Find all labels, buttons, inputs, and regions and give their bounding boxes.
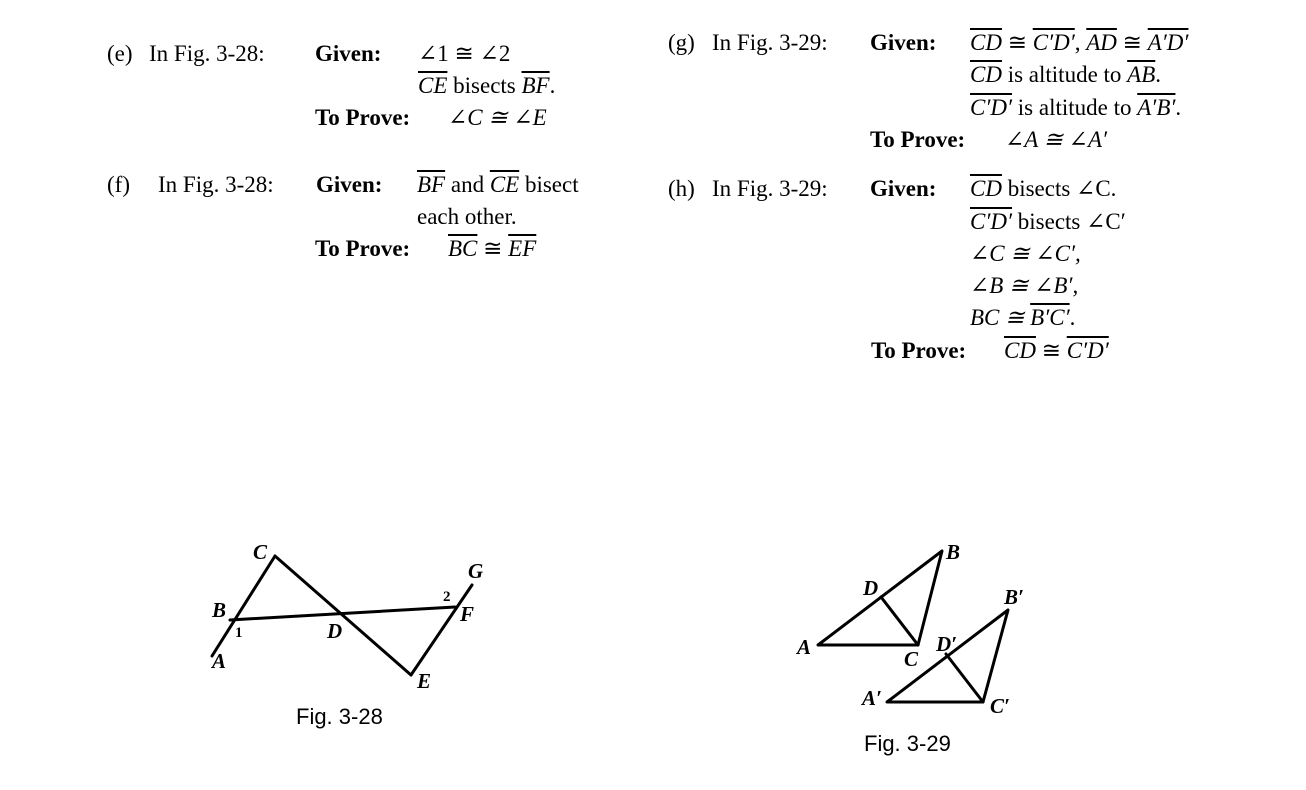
segment-bf: $\overline{BF}$ bbox=[521, 73, 550, 98]
problem-h-given-4: ∠B ≅ ∠B′, bbox=[970, 273, 1079, 298]
segment-c-prime-d-prime: C′D′ bbox=[970, 95, 1013, 120]
fig-3-28-caption: Fig. 3-28 bbox=[296, 704, 383, 729]
problem-e-label: (e) bbox=[107, 41, 133, 66]
problem-e-prove: ∠C ≅ ∠E bbox=[448, 105, 547, 130]
segment-ad: $\overline{AD}$ bbox=[1086, 30, 1117, 55]
segment-ab: $\overline{AB}$ bbox=[1127, 62, 1156, 87]
congruent-sign: ≅ bbox=[1035, 338, 1067, 363]
label-d: D bbox=[863, 576, 879, 600]
label-c: C bbox=[253, 540, 268, 564]
segment-ce: $\overline{CE}$ bbox=[418, 73, 448, 98]
label-f: F bbox=[460, 602, 475, 626]
label-b: B bbox=[946, 540, 961, 564]
period: . bbox=[1175, 95, 1182, 120]
period: . bbox=[1155, 62, 1162, 87]
problem-f-given-2: each other. bbox=[417, 204, 517, 229]
fig-3-28-diagram bbox=[212, 556, 475, 675]
label-c: C bbox=[904, 647, 919, 671]
problem-e-prove-label: To Prove: bbox=[315, 105, 411, 130]
comma: , bbox=[1074, 30, 1087, 55]
segment-b-prime-c-prime: B′C′ bbox=[1030, 305, 1070, 330]
problem-e-ref: In Fig. 3-28: bbox=[149, 41, 265, 66]
problem-g-given-label: Given: bbox=[870, 30, 937, 55]
problem-g-label: (g) bbox=[668, 30, 695, 55]
altitude-c-prime-d-prime bbox=[946, 654, 983, 702]
fig-3-29-labels bbox=[795, 540, 1024, 718]
congruent-sign: ≅ bbox=[477, 236, 509, 261]
label-b-prime: B′ bbox=[1004, 585, 1024, 609]
label-g: G bbox=[468, 559, 484, 583]
text-bisects: bisects bbox=[447, 73, 522, 98]
problem-g-prove: ∠A ≅ ∠A′ bbox=[1005, 127, 1108, 152]
label-angle-1: 1 bbox=[235, 625, 243, 641]
problem-g-ref: In Fig. 3-29: bbox=[712, 30, 828, 55]
problem-h-ref: In Fig. 3-29: bbox=[712, 176, 828, 201]
segment-c-prime-d-prime: C′D′ bbox=[970, 209, 1013, 234]
label-a: A bbox=[797, 635, 812, 659]
problem-h-given-label: Given: bbox=[870, 176, 937, 201]
label-angle-2: 2 bbox=[443, 589, 451, 605]
segment-cd: $\overline{CD}$ bbox=[970, 30, 1002, 55]
problem-h-given-3: ∠C ≅ ∠C′, bbox=[970, 241, 1081, 266]
label-d-prime: D′ bbox=[936, 632, 958, 656]
text-is-altitude: is altitude to bbox=[1012, 95, 1138, 120]
text-and: and bbox=[445, 172, 490, 197]
line-b-f bbox=[230, 607, 455, 620]
segment-cd: $\overline{CD}$ bbox=[970, 62, 1002, 87]
segment-a-prime-b-prime: A′B′ bbox=[1137, 95, 1176, 120]
problem-h-label: (h) bbox=[668, 176, 695, 201]
label-b: B bbox=[212, 598, 227, 622]
fig-3-29-diagram bbox=[818, 551, 1008, 702]
label-d: D bbox=[327, 619, 343, 643]
segment-bf: $\overline{BF}$ bbox=[417, 172, 446, 197]
fig-3-28-labels bbox=[210, 540, 483, 693]
segment-bc: $\overline{BC}$ bbox=[448, 236, 478, 261]
altitude-cd bbox=[881, 597, 918, 645]
segment-c-prime-d-prime: C′D′ bbox=[1032, 30, 1075, 55]
segment-a-prime-d-prime: A′D′ bbox=[1147, 30, 1189, 55]
fig-3-29-caption: Fig. 3-29 bbox=[864, 731, 951, 756]
problem-f-prove-label: To Prove: bbox=[315, 236, 411, 261]
problem-f-label: (f) bbox=[107, 172, 130, 197]
label-a-prime: A′ bbox=[862, 686, 882, 710]
line-e-g bbox=[411, 585, 475, 675]
segment-ef: $\overline{EF}$ bbox=[508, 236, 537, 261]
problem-e-given-1: ∠1 ≅ ∠2 bbox=[418, 41, 511, 66]
text-is-altitude: is altitude to bbox=[1001, 62, 1128, 87]
problem-h-prove-label: To Prove: bbox=[871, 338, 967, 363]
segment-bc: BC ≅ bbox=[970, 305, 1031, 330]
problem-f-ref: In Fig. 3-28: bbox=[158, 172, 274, 197]
problem-f-given-label: Given: bbox=[316, 172, 383, 197]
congruent-sign: ≅ bbox=[1001, 30, 1033, 55]
congruent-sign: ≅ bbox=[1116, 30, 1148, 55]
label-e: E bbox=[417, 669, 432, 693]
text-bisects-angle-c: bisects ∠C. bbox=[1001, 176, 1117, 201]
period: . bbox=[549, 73, 556, 98]
text-bisect: bisect bbox=[519, 172, 579, 197]
problem-e-given-label: Given: bbox=[315, 41, 382, 66]
segment-c-prime-d-prime: C′D′ bbox=[1066, 338, 1109, 363]
segment-ce: $\overline{CE}$ bbox=[489, 172, 520, 197]
problem-g-prove-label: To Prove: bbox=[870, 127, 966, 152]
segment-cd: $\overline{CD}$ bbox=[1004, 338, 1036, 363]
period: . bbox=[1069, 305, 1076, 330]
label-c-prime: C′ bbox=[990, 694, 1010, 718]
segment-cd: $\overline{CD}$ bbox=[970, 176, 1002, 201]
text-bisects-angle-c-prime: bisects ∠C′ bbox=[1012, 209, 1126, 234]
label-a: A bbox=[212, 649, 227, 673]
